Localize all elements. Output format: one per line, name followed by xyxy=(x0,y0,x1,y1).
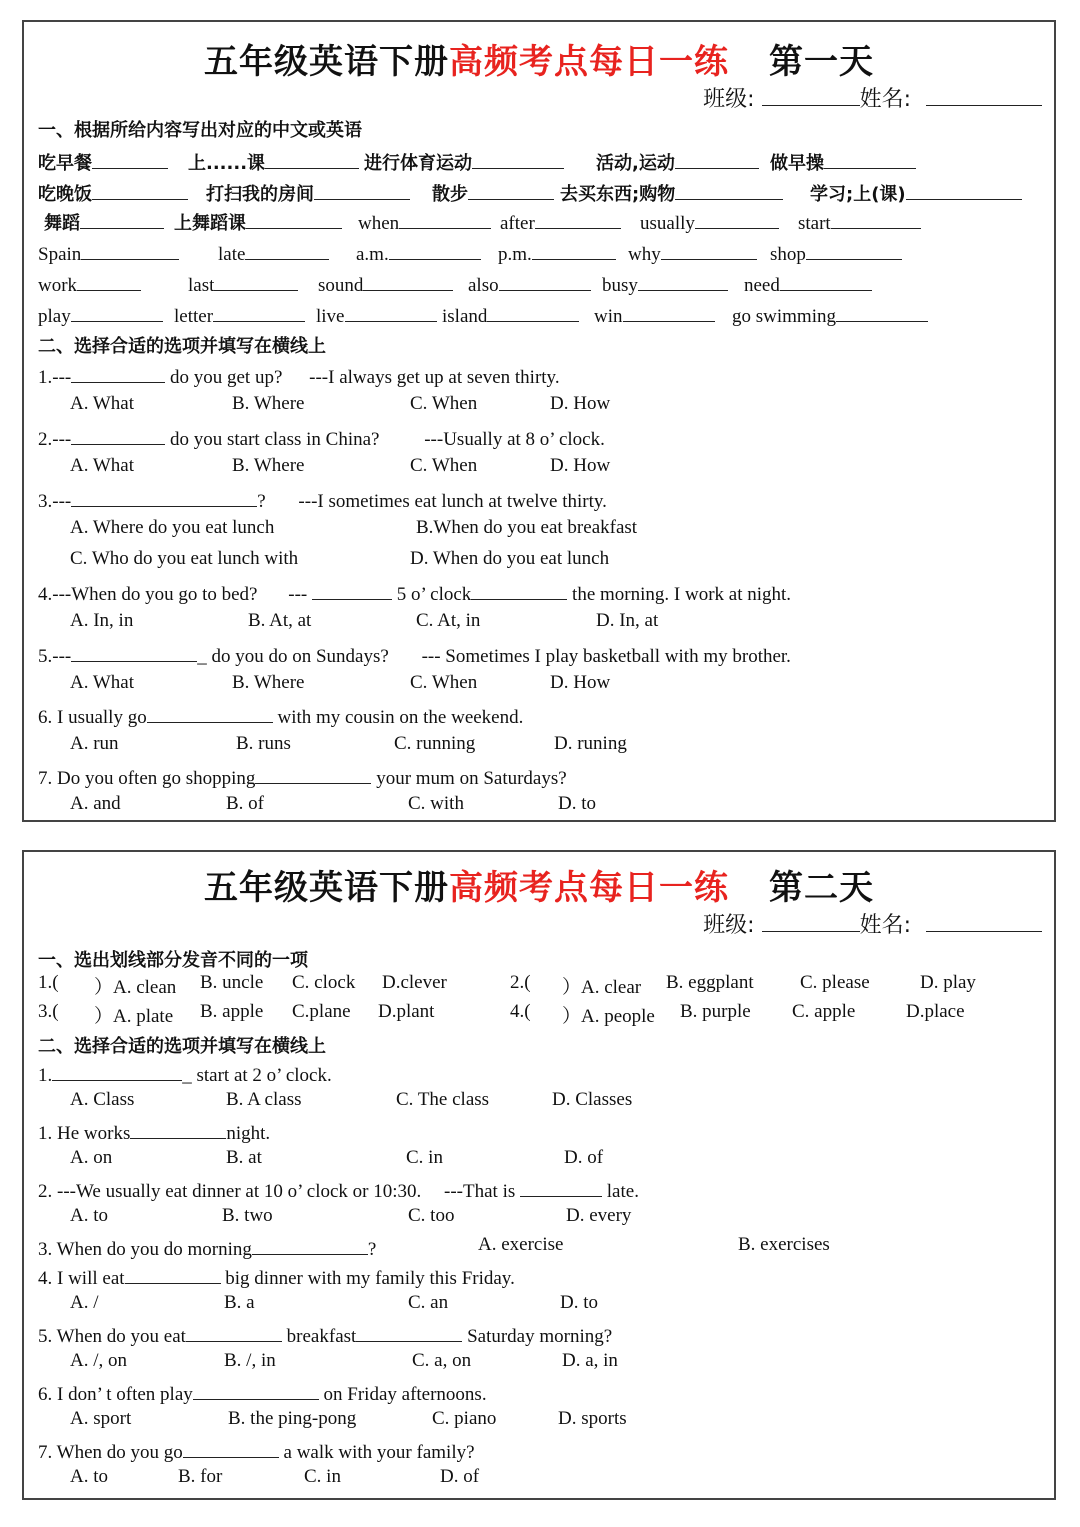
option[interactable]: B. for xyxy=(178,1466,223,1487)
name-blank[interactable] xyxy=(926,85,1042,106)
option[interactable]: A. What xyxy=(70,393,135,414)
answer-blank[interactable] xyxy=(831,208,921,229)
answer-blank[interactable] xyxy=(252,1234,368,1255)
question-text: a walk with your family? xyxy=(283,1442,475,1463)
option[interactable]: D. to xyxy=(558,793,596,814)
answer-blank[interactable] xyxy=(183,1437,279,1458)
option[interactable]: C. clock xyxy=(292,972,356,993)
worksheet-title xyxy=(24,860,1054,909)
vocab-prompt: go swimming xyxy=(732,306,836,327)
worksheet-title xyxy=(24,34,1054,83)
option[interactable]: A. / xyxy=(70,1292,99,1313)
question-text: on Friday afternoons. xyxy=(323,1384,487,1405)
question-response: ---That is xyxy=(444,1181,516,1202)
question xyxy=(38,763,567,790)
vocab-prompt: why xyxy=(628,244,661,265)
option[interactable]: C. apple xyxy=(792,1001,856,1022)
option[interactable]: A. sport xyxy=(70,1408,132,1429)
question-text: your mum on Saturdays? xyxy=(376,768,567,789)
vocab-prompt: Spain xyxy=(38,244,82,265)
vocab-prompt: 做早操 xyxy=(770,153,824,174)
question-text: night. xyxy=(226,1123,271,1144)
option[interactable]: D. In, at xyxy=(596,610,659,631)
question-text: _ do you do on Sundays? xyxy=(197,646,389,667)
option[interactable]: C. The class xyxy=(396,1089,490,1110)
option[interactable]: B. two xyxy=(222,1205,273,1226)
answer-blank[interactable] xyxy=(312,579,392,600)
vocab-prompt: work xyxy=(38,275,78,296)
option[interactable]: D.plant xyxy=(378,1001,435,1022)
answer-blank[interactable] xyxy=(265,148,359,169)
option[interactable]: B. /, in xyxy=(224,1350,276,1371)
option[interactable]: D. When do you eat lunch xyxy=(410,548,610,569)
title-highlight: 高频考点每日一练 xyxy=(449,868,729,908)
answer-blank[interactable] xyxy=(780,270,872,291)
question-text: breakfast xyxy=(286,1326,357,1347)
vocab-prompt: when xyxy=(358,213,400,234)
question-text: 6. I don’ t often play xyxy=(38,1384,193,1405)
option[interactable]: B.When do you eat breakfast xyxy=(416,517,638,538)
question xyxy=(38,1060,332,1087)
option[interactable]: D. How xyxy=(550,455,611,476)
question-response: ---I always get up at seven thirty. xyxy=(309,367,560,388)
option[interactable]: A. exercise xyxy=(478,1234,564,1255)
question-text: 2. ---We usually eat dinner at 10 o’ clock or 10:30. xyxy=(38,1181,422,1202)
option[interactable]: B. purple xyxy=(680,1001,751,1022)
answer-blank[interactable] xyxy=(213,301,305,322)
option[interactable]: D. every xyxy=(566,1205,632,1226)
answer-blank[interactable] xyxy=(314,179,410,200)
question xyxy=(38,579,791,606)
option[interactable]: ）A. people xyxy=(562,1006,655,1027)
option[interactable]: A. to xyxy=(70,1205,108,1226)
question-number: 1.--- xyxy=(38,367,72,388)
title-day: 第一天 xyxy=(769,42,874,82)
option[interactable]: B. exercises xyxy=(738,1234,830,1255)
option[interactable]: A. on xyxy=(70,1147,113,1168)
option[interactable]: D. play xyxy=(920,972,976,993)
vocab-prompt: 去买东西;购物 xyxy=(560,184,676,205)
vocab-prompt: busy xyxy=(602,275,638,296)
question-text: ? xyxy=(257,491,266,512)
question-number: 3.( xyxy=(38,1001,59,1022)
question-text: 3. When do you do morning xyxy=(38,1239,252,1260)
vocab-prompt: need xyxy=(744,275,780,296)
class-label: 班级: xyxy=(703,913,755,938)
option[interactable]: C.plane xyxy=(292,1001,351,1022)
question-number: 3.--- xyxy=(38,491,72,512)
question xyxy=(38,1437,475,1464)
vocab-prompt: 打扫我的房间 xyxy=(206,184,314,205)
class-name-line xyxy=(703,82,1042,113)
question-text: Saturday morning? xyxy=(467,1326,613,1347)
question-text: with my cousin on the weekend. xyxy=(277,707,524,728)
option[interactable]: C. Who do you eat lunch with xyxy=(70,548,299,569)
answer-blank[interactable] xyxy=(71,641,197,662)
question-text: big dinner with my family this Friday. xyxy=(225,1268,515,1289)
answer-blank[interactable] xyxy=(186,1321,282,1342)
option[interactable]: D. a, in xyxy=(562,1350,618,1371)
question-response: --- xyxy=(288,584,308,605)
class-blank[interactable] xyxy=(762,911,860,932)
vocab-prompt: 学习;上(课) xyxy=(810,184,906,205)
question-number: 5.--- xyxy=(38,646,72,667)
vocab-prompt: 吃早餐 xyxy=(38,153,92,174)
vocab-prompt: 吃晚饭 xyxy=(38,184,92,205)
question-number: 2.( xyxy=(510,972,531,993)
vocab-prompt: win xyxy=(594,306,623,327)
answer-blank[interactable] xyxy=(71,362,165,383)
answer-blank[interactable] xyxy=(255,763,371,784)
question xyxy=(38,1176,639,1203)
option[interactable]: D. Classes xyxy=(552,1089,633,1110)
question-text: 7. Do you often go shopping xyxy=(38,768,256,789)
question-text: do you get up? xyxy=(169,367,283,388)
class-label: 班级: xyxy=(703,87,755,112)
vocab-prompt: sound xyxy=(318,275,364,296)
option[interactable]: A. to xyxy=(70,1466,108,1487)
worksheet-day-1 xyxy=(22,20,1056,822)
option[interactable]: C. When xyxy=(410,455,478,476)
option[interactable]: C. please xyxy=(800,972,870,993)
question xyxy=(38,1234,1038,1261)
answer-blank[interactable] xyxy=(695,208,779,229)
option[interactable]: D. How xyxy=(550,672,611,693)
option[interactable]: ）A. plate xyxy=(94,1006,174,1027)
option[interactable]: ）A. clear xyxy=(562,977,642,998)
class-blank[interactable] xyxy=(762,85,860,106)
vocab-prompt: shop xyxy=(770,244,806,265)
question-text: _ start at 2 o’ clock. xyxy=(182,1065,332,1086)
option[interactable]: C. a, on xyxy=(412,1350,472,1371)
option[interactable]: B. At, at xyxy=(248,610,312,631)
vocab-prompt: last xyxy=(188,275,215,296)
question-text: 1. He works xyxy=(38,1123,131,1144)
name-label: 姓名: xyxy=(859,913,911,938)
vocab-prompt: 上舞蹈课 xyxy=(174,213,246,234)
question xyxy=(38,424,605,451)
vocab-prompt: start xyxy=(798,213,831,234)
question-text: 7. When do you go xyxy=(38,1442,183,1463)
answer-blank[interactable] xyxy=(147,702,273,723)
vocab-prompt: 进行体育运动 xyxy=(364,153,472,174)
option[interactable]: A. What xyxy=(70,672,135,693)
vocab-prompt: usually xyxy=(640,213,695,234)
name-blank[interactable] xyxy=(926,911,1042,932)
answer-blank[interactable] xyxy=(623,301,715,322)
vocab-prompt: 舞蹈 xyxy=(44,213,80,234)
option[interactable]: B. A class xyxy=(226,1089,302,1110)
title-day: 第二天 xyxy=(769,868,874,908)
answer-blank[interactable] xyxy=(80,208,164,229)
answer-blank[interactable] xyxy=(836,301,928,322)
option[interactable]: B. runs xyxy=(236,733,291,754)
option[interactable]: A. /, on xyxy=(70,1350,127,1371)
vocab-prompt: also xyxy=(468,275,499,296)
vocab-prompt: p.m. xyxy=(498,244,532,265)
option[interactable]: D. How xyxy=(550,393,611,414)
name-label: 姓名: xyxy=(859,87,911,112)
answer-blank[interactable] xyxy=(399,208,491,229)
option[interactable]: C. At, in xyxy=(416,610,481,631)
vocab-prompt: letter xyxy=(174,306,214,327)
answer-blank[interactable] xyxy=(675,148,759,169)
answer-blank[interactable] xyxy=(245,239,329,260)
question-text: 6. I usually go xyxy=(38,707,147,728)
answer-blank[interactable] xyxy=(638,270,728,291)
answer-blank[interactable] xyxy=(824,148,916,169)
answer-blank[interactable] xyxy=(130,1118,226,1139)
question xyxy=(38,486,607,513)
section-heading: 二、选择合适的选项并填写在横线上 xyxy=(38,336,326,357)
section-heading: 二、选择合适的选项并填写在横线上 xyxy=(38,1036,326,1057)
option[interactable]: D. of xyxy=(564,1147,604,1168)
option[interactable]: D. runing xyxy=(554,733,627,754)
option[interactable]: C. When xyxy=(410,672,478,693)
question-response: --- Sometimes I play basketball with my brother. xyxy=(421,646,791,667)
option[interactable]: C. an xyxy=(408,1292,449,1313)
answer-blank[interactable] xyxy=(345,301,437,322)
option[interactable]: C. When xyxy=(410,393,478,414)
question-number: 4.( xyxy=(510,1001,531,1022)
vocab-prompt: play xyxy=(38,306,71,327)
vocab-prompt: late xyxy=(218,244,246,265)
option[interactable]: B. eggplant xyxy=(666,972,754,993)
answer-blank[interactable] xyxy=(193,1379,319,1400)
title-highlight: 高频考点每日一练 xyxy=(449,42,729,82)
option[interactable]: A. What xyxy=(70,455,135,476)
option[interactable]: D. sports xyxy=(558,1408,627,1429)
vocab-prompt: live xyxy=(316,306,345,327)
option[interactable]: B. Where xyxy=(232,455,305,476)
question-text: late. xyxy=(606,1181,639,1202)
answer-blank[interactable] xyxy=(71,301,163,322)
question-text: 4. I will eat xyxy=(38,1268,125,1289)
option[interactable]: C. in xyxy=(304,1466,341,1487)
title-prefix: 五年级英语下册 xyxy=(204,42,449,82)
vocab-prompt: a.m. xyxy=(356,244,389,265)
vocab-prompt: island xyxy=(442,306,488,327)
answer-blank[interactable] xyxy=(81,239,179,260)
question xyxy=(38,1321,612,1348)
question-text: do you start class in China? xyxy=(169,429,380,450)
option[interactable]: C. in xyxy=(406,1147,443,1168)
option[interactable]: B. at xyxy=(226,1147,262,1168)
option[interactable]: ）A. clean xyxy=(94,977,177,998)
question-text: 5 o’ clock xyxy=(396,584,472,605)
vocab-prompt: 活动,运动 xyxy=(596,153,675,174)
option[interactable]: B. apple xyxy=(200,1001,264,1022)
option[interactable]: D.clever xyxy=(382,972,447,993)
option[interactable]: B. the ping-pong xyxy=(228,1408,357,1429)
answer-blank[interactable] xyxy=(52,1060,182,1081)
answer-blank[interactable] xyxy=(520,1176,602,1197)
option[interactable]: A. and xyxy=(70,793,121,814)
question xyxy=(38,362,560,389)
option[interactable]: C. running xyxy=(394,733,476,754)
answer-blank[interactable] xyxy=(92,179,188,200)
vocab-prompt: 散步 xyxy=(432,184,468,205)
answer-blank[interactable] xyxy=(77,270,141,291)
option[interactable]: B. of xyxy=(226,793,264,814)
option[interactable]: B. a xyxy=(224,1292,255,1313)
question xyxy=(38,641,791,668)
option[interactable]: C. with xyxy=(408,793,464,814)
question xyxy=(38,1263,515,1290)
option[interactable]: B. Where xyxy=(232,393,305,414)
answer-blank[interactable] xyxy=(389,239,481,260)
answer-blank[interactable] xyxy=(468,179,554,200)
option[interactable]: B. uncle xyxy=(200,972,264,993)
question xyxy=(38,702,523,729)
answer-blank[interactable] xyxy=(71,486,257,507)
answer-blank[interactable] xyxy=(363,270,453,291)
question-response: ---I sometimes eat lunch at twelve thirty. xyxy=(298,491,607,512)
answer-blank[interactable] xyxy=(499,270,591,291)
answer-blank[interactable] xyxy=(675,179,783,200)
question-response: ---Usually at 8 o’ clock. xyxy=(424,429,605,450)
answer-blank[interactable] xyxy=(532,239,616,260)
option[interactable]: C. too xyxy=(408,1205,455,1226)
question xyxy=(38,1118,270,1145)
answer-blank[interactable] xyxy=(356,1321,462,1342)
answer-blank[interactable] xyxy=(661,239,757,260)
option[interactable]: D. of xyxy=(440,1466,480,1487)
question-number: 2.--- xyxy=(38,429,72,450)
question-text: the morning. I work at night. xyxy=(572,584,792,605)
option[interactable]: B. Where xyxy=(232,672,305,693)
section-heading: 一、选出划线部分发音不同的一项 xyxy=(38,950,308,971)
question xyxy=(38,1379,487,1406)
answer-blank[interactable] xyxy=(806,239,902,260)
option[interactable]: A. Class xyxy=(70,1089,135,1110)
answer-blank[interactable] xyxy=(246,208,342,229)
option[interactable]: A. Where do you eat lunch xyxy=(70,517,275,538)
question-number: 1. xyxy=(38,1065,53,1086)
vocab-prompt: after xyxy=(500,213,535,234)
answer-blank[interactable] xyxy=(125,1263,221,1284)
question-text: 5. When do you eat xyxy=(38,1326,186,1347)
answer-blank[interactable] xyxy=(487,301,579,322)
question-text: 4.---When do you go to bed? xyxy=(38,584,258,605)
answer-blank[interactable] xyxy=(906,179,1022,200)
option[interactable]: D. to xyxy=(560,1292,598,1313)
answer-blank[interactable] xyxy=(71,424,165,445)
answer-blank[interactable] xyxy=(92,148,168,169)
answer-blank[interactable] xyxy=(535,208,621,229)
worksheet-day-2 xyxy=(22,850,1056,1500)
title-prefix: 五年级英语下册 xyxy=(204,868,449,908)
answer-blank[interactable] xyxy=(214,270,298,291)
vocab-prompt: 上......课 xyxy=(188,153,266,174)
answer-blank[interactable] xyxy=(472,148,564,169)
class-name-line xyxy=(703,908,1042,939)
option[interactable]: D.place xyxy=(906,1001,965,1022)
question-text: ? xyxy=(367,1239,377,1260)
question-number: 1.( xyxy=(38,972,59,993)
answer-blank[interactable] xyxy=(471,579,567,600)
option[interactable]: A. run xyxy=(70,733,119,754)
option[interactable]: A. In, in xyxy=(70,610,134,631)
section-heading: 一、根据所给内容写出对应的中文或英语 xyxy=(38,120,362,141)
option[interactable]: C. piano xyxy=(432,1408,497,1429)
